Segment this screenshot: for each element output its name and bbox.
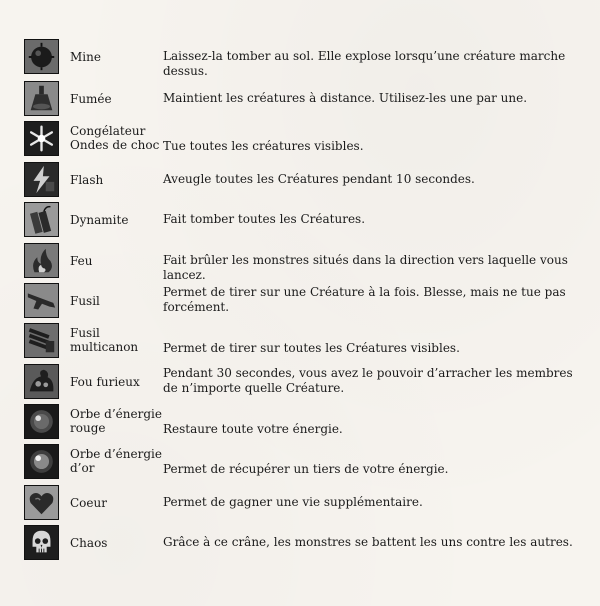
fire-icon [24, 243, 59, 278]
item-description: Fait brûler les monstres situés dans la direction vers laquelle vous lancez. [163, 253, 568, 282]
item-name [70, 375, 160, 389]
item-row-fusil [0, 280, 600, 320]
item-description: Permet de récupérer un tiers de votre énergie. [163, 462, 449, 476]
item-row-feu [0, 240, 600, 280]
item-name [70, 213, 160, 227]
item-name-line: Congélateur [70, 124, 146, 138]
item-name-line: Orbe d’énergie [70, 407, 162, 421]
item-row-fumee [0, 78, 600, 118]
smoke-flask-icon [24, 81, 59, 116]
item-name [70, 447, 160, 475]
item-name-line: Feu [70, 254, 93, 268]
mine-icon [24, 39, 59, 74]
item-description: Restaure toute votre énergie. [163, 422, 343, 436]
item-name [70, 124, 160, 152]
item-name-line: Mine [70, 50, 101, 64]
item-name [70, 326, 160, 354]
item-description: Fait tomber toutes les Créatures. [163, 212, 366, 226]
heart-icon [24, 485, 59, 520]
item-description: Permet de gagner une vie supplémentaire. [163, 495, 423, 509]
item-description: Permet de tirer sur toutes les Créatures visibles. [163, 341, 460, 355]
item-row-fou-furieux [0, 361, 600, 401]
berserk-icon [24, 364, 59, 399]
multi-barrel-gun-icon [24, 323, 59, 358]
item-name [70, 254, 160, 268]
item-name [70, 294, 160, 308]
item-row-coeur [0, 482, 600, 522]
item-row-mine [0, 36, 600, 76]
item-description: Laissez-la tomber au sol. Elle explose lorsqu’une créature marche dessus. [163, 49, 566, 78]
item-row-flash [0, 159, 600, 199]
item-name [70, 496, 160, 510]
item-description: Tue toutes les créatures visibles. [163, 139, 364, 153]
item-description: Maintient les créatures à distance. Utilisez-les une par une. [163, 91, 528, 105]
item-description: Grâce à ce crâne, les monstres se battent les uns contre les autres. [163, 535, 573, 549]
gold-energy-orb-icon [24, 444, 59, 479]
item-row-orbe-rouge [0, 401, 600, 441]
item-name-line: Flash [70, 173, 104, 187]
item-name-line: Fumée [70, 92, 112, 106]
item-name-line: Dynamite [70, 213, 129, 227]
item-name [70, 92, 160, 106]
item-name-line: rouge [70, 421, 106, 435]
dynamite-icon [24, 202, 59, 237]
item-name-line: Coeur [70, 496, 107, 510]
item-row-fusil-multicanon [0, 320, 600, 360]
item-name-line: Ondes de choc [70, 138, 160, 152]
skull-icon [24, 525, 59, 560]
item-name [70, 407, 160, 435]
item-name [70, 536, 160, 550]
item-row-chaos [0, 522, 600, 562]
flash-icon [24, 162, 59, 197]
item-name-line: d’or [70, 461, 95, 475]
item-name-line: Fusil [70, 326, 100, 340]
item-name-line: Fou furieux [70, 375, 140, 389]
rifle-icon [24, 283, 59, 318]
freeze-star-icon [24, 121, 59, 156]
item-description: Aveugle toutes les Créatures pendant 10 secondes. [163, 172, 475, 186]
item-row-orbe-or [0, 441, 600, 481]
item-name-line: Fusil [70, 294, 100, 308]
item-name-line: multicanon [70, 340, 139, 354]
item-name-line: Orbe d’énergie [70, 447, 162, 461]
item-name-line: Chaos [70, 536, 108, 550]
item-description: Permet de tirer sur une Créature à la fois. Blesse, mais ne tue pas forcément. [163, 285, 566, 314]
item-description: Pendant 30 secondes, vous avez le pouvoir d’arracher les membres de n’importe quelle Créature. [163, 366, 573, 395]
red-energy-orb-icon [24, 404, 59, 439]
item-row-dynamite [0, 199, 600, 239]
item-name [70, 50, 160, 64]
item-row-congelateur [0, 118, 600, 158]
item-name [70, 173, 160, 187]
